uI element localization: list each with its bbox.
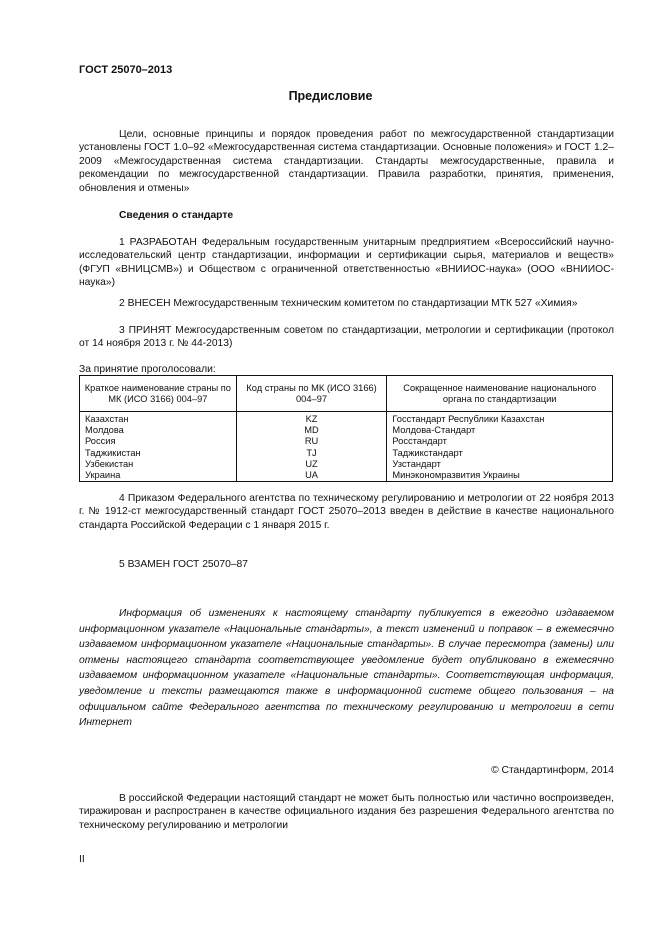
table-row [80, 436, 613, 447]
changes-info-paragraph: Информация об изменениях к настоящему стандарту публикуется в ежегодно издаваемом информационном указателе «Национальные стандарты», а текст изменений и поправок – в ежемесячно издаваемом информационном указателе «Национальные стандарты». В случае пересмотра (замены) или отмены настоящего стандарта соответствующее уведомление будет опубликовано в ежемесячно издаваемом информационном указателе «Национальные стандарты». Соответствующая информация, уведомление и тексты размещаются также в информационной системе общего пользования – на официальном сайте Федерального агентства по техническому регулированию и метрологии в сети Интернет [79, 608, 614, 729]
body-cell: Узстандарт [387, 459, 613, 470]
document-code-header: ГОСТ 25070–2013 [79, 64, 173, 76]
item-1-paragraph: 1 РАЗРАБОТАН Федеральным государственным унитарным предприятием «Всероссийский научно-исследовательский центр стандартизации, информации и сертификации сырья, материалов и веществ» (ФГУП «ВНИЦСМВ») и Обществом с ограниченной ответственностью «ВНИИОС-наука» (ООО «ВНИИОС-наука») [79, 237, 614, 289]
page-number: II [79, 854, 85, 865]
item-3-paragraph: 3 ПРИНЯТ Межгосударственным советом по стандартизации, метрологии и сертификации (протокол от 14 ноября 2013 г. № 44-2013) [79, 325, 614, 350]
country-cell: Молдова [80, 425, 237, 436]
country-cell: Россия [80, 436, 237, 447]
page-title: Предисловие [288, 89, 373, 103]
table-row [80, 448, 613, 459]
table-header-body: Сокращенное наименование национального органа по стандартизации [387, 376, 613, 412]
country-cell: Таджикистан [80, 448, 237, 459]
body-cell: Минэкономразвития Украины [387, 470, 613, 482]
body-cell: Таджикстандарт [387, 448, 613, 459]
body-cell: Госстандарт Республики Казахстан [387, 412, 613, 426]
table-row [80, 425, 613, 436]
copyright-notice: © Стандартинформ, 2014 [491, 765, 614, 776]
code-cell: TJ [236, 448, 387, 459]
table-header-code: Код страны по МК (ИСО 3166) 004–97 [236, 376, 387, 412]
section-heading: Сведения о стандарте [119, 210, 234, 221]
country-cell: Казахстан [80, 412, 237, 426]
country-cell: Украина [80, 470, 237, 482]
table-row [80, 412, 613, 426]
country-cell: Узбекистан [80, 459, 237, 470]
body-cell: Росстандарт [387, 436, 613, 447]
table-header-country: Краткое наименование страны по МК (ИСО 3166) 004–97 [80, 376, 237, 412]
vote-label: За принятие проголосовали: [79, 364, 216, 375]
code-cell: MD [236, 425, 387, 436]
item-5-paragraph: 5 ВЗАМЕН ГОСТ 25070–87 [119, 559, 249, 570]
intro-paragraph: Цели, основные принципы и порядок проведения работ по межгосударственной стандартизации установлены ГОСТ 1.0–92 «Межгосударственная система стандартизации. Основные положения» и ГОСТ 1.2–2009 «Межгосударственная система стандартизации. Стандарты межгосударственные, правила и рекомендации по межгосударственной стандартизации. Правила разработки, принятия, применения, обновления и отмены» [79, 129, 614, 194]
code-cell: UZ [236, 459, 387, 470]
body-cell: Молдова-Стандарт [387, 425, 613, 436]
item-2-paragraph: 2 ВНЕСЕН Межгосударственным техническим комитетом по стандартизации МТК 527 «Химия» [119, 298, 578, 309]
voting-table [79, 375, 613, 482]
table-row [80, 470, 613, 482]
item-4-paragraph: 4 Приказом Федерального агентства по техническому регулированию и метрологии от 22 ноября 2013 г. № 1912-ст межгосударственный стандарт ГОСТ 25070–2013 введен в действие в качестве национального стандарта Российской Федерации с 1 января 2015 г. [79, 493, 614, 531]
code-cell: KZ [236, 412, 387, 426]
code-cell: RU [236, 436, 387, 447]
table-row [80, 459, 613, 470]
code-cell: UA [236, 470, 387, 482]
rights-paragraph: В российской Федерации настоящий стандарт не может быть полностью или частично воспроизведен, тиражирован и распространен в качестве официального издания без разрешения Федерального агентства по техническому регулированию и метрологии [79, 793, 614, 831]
